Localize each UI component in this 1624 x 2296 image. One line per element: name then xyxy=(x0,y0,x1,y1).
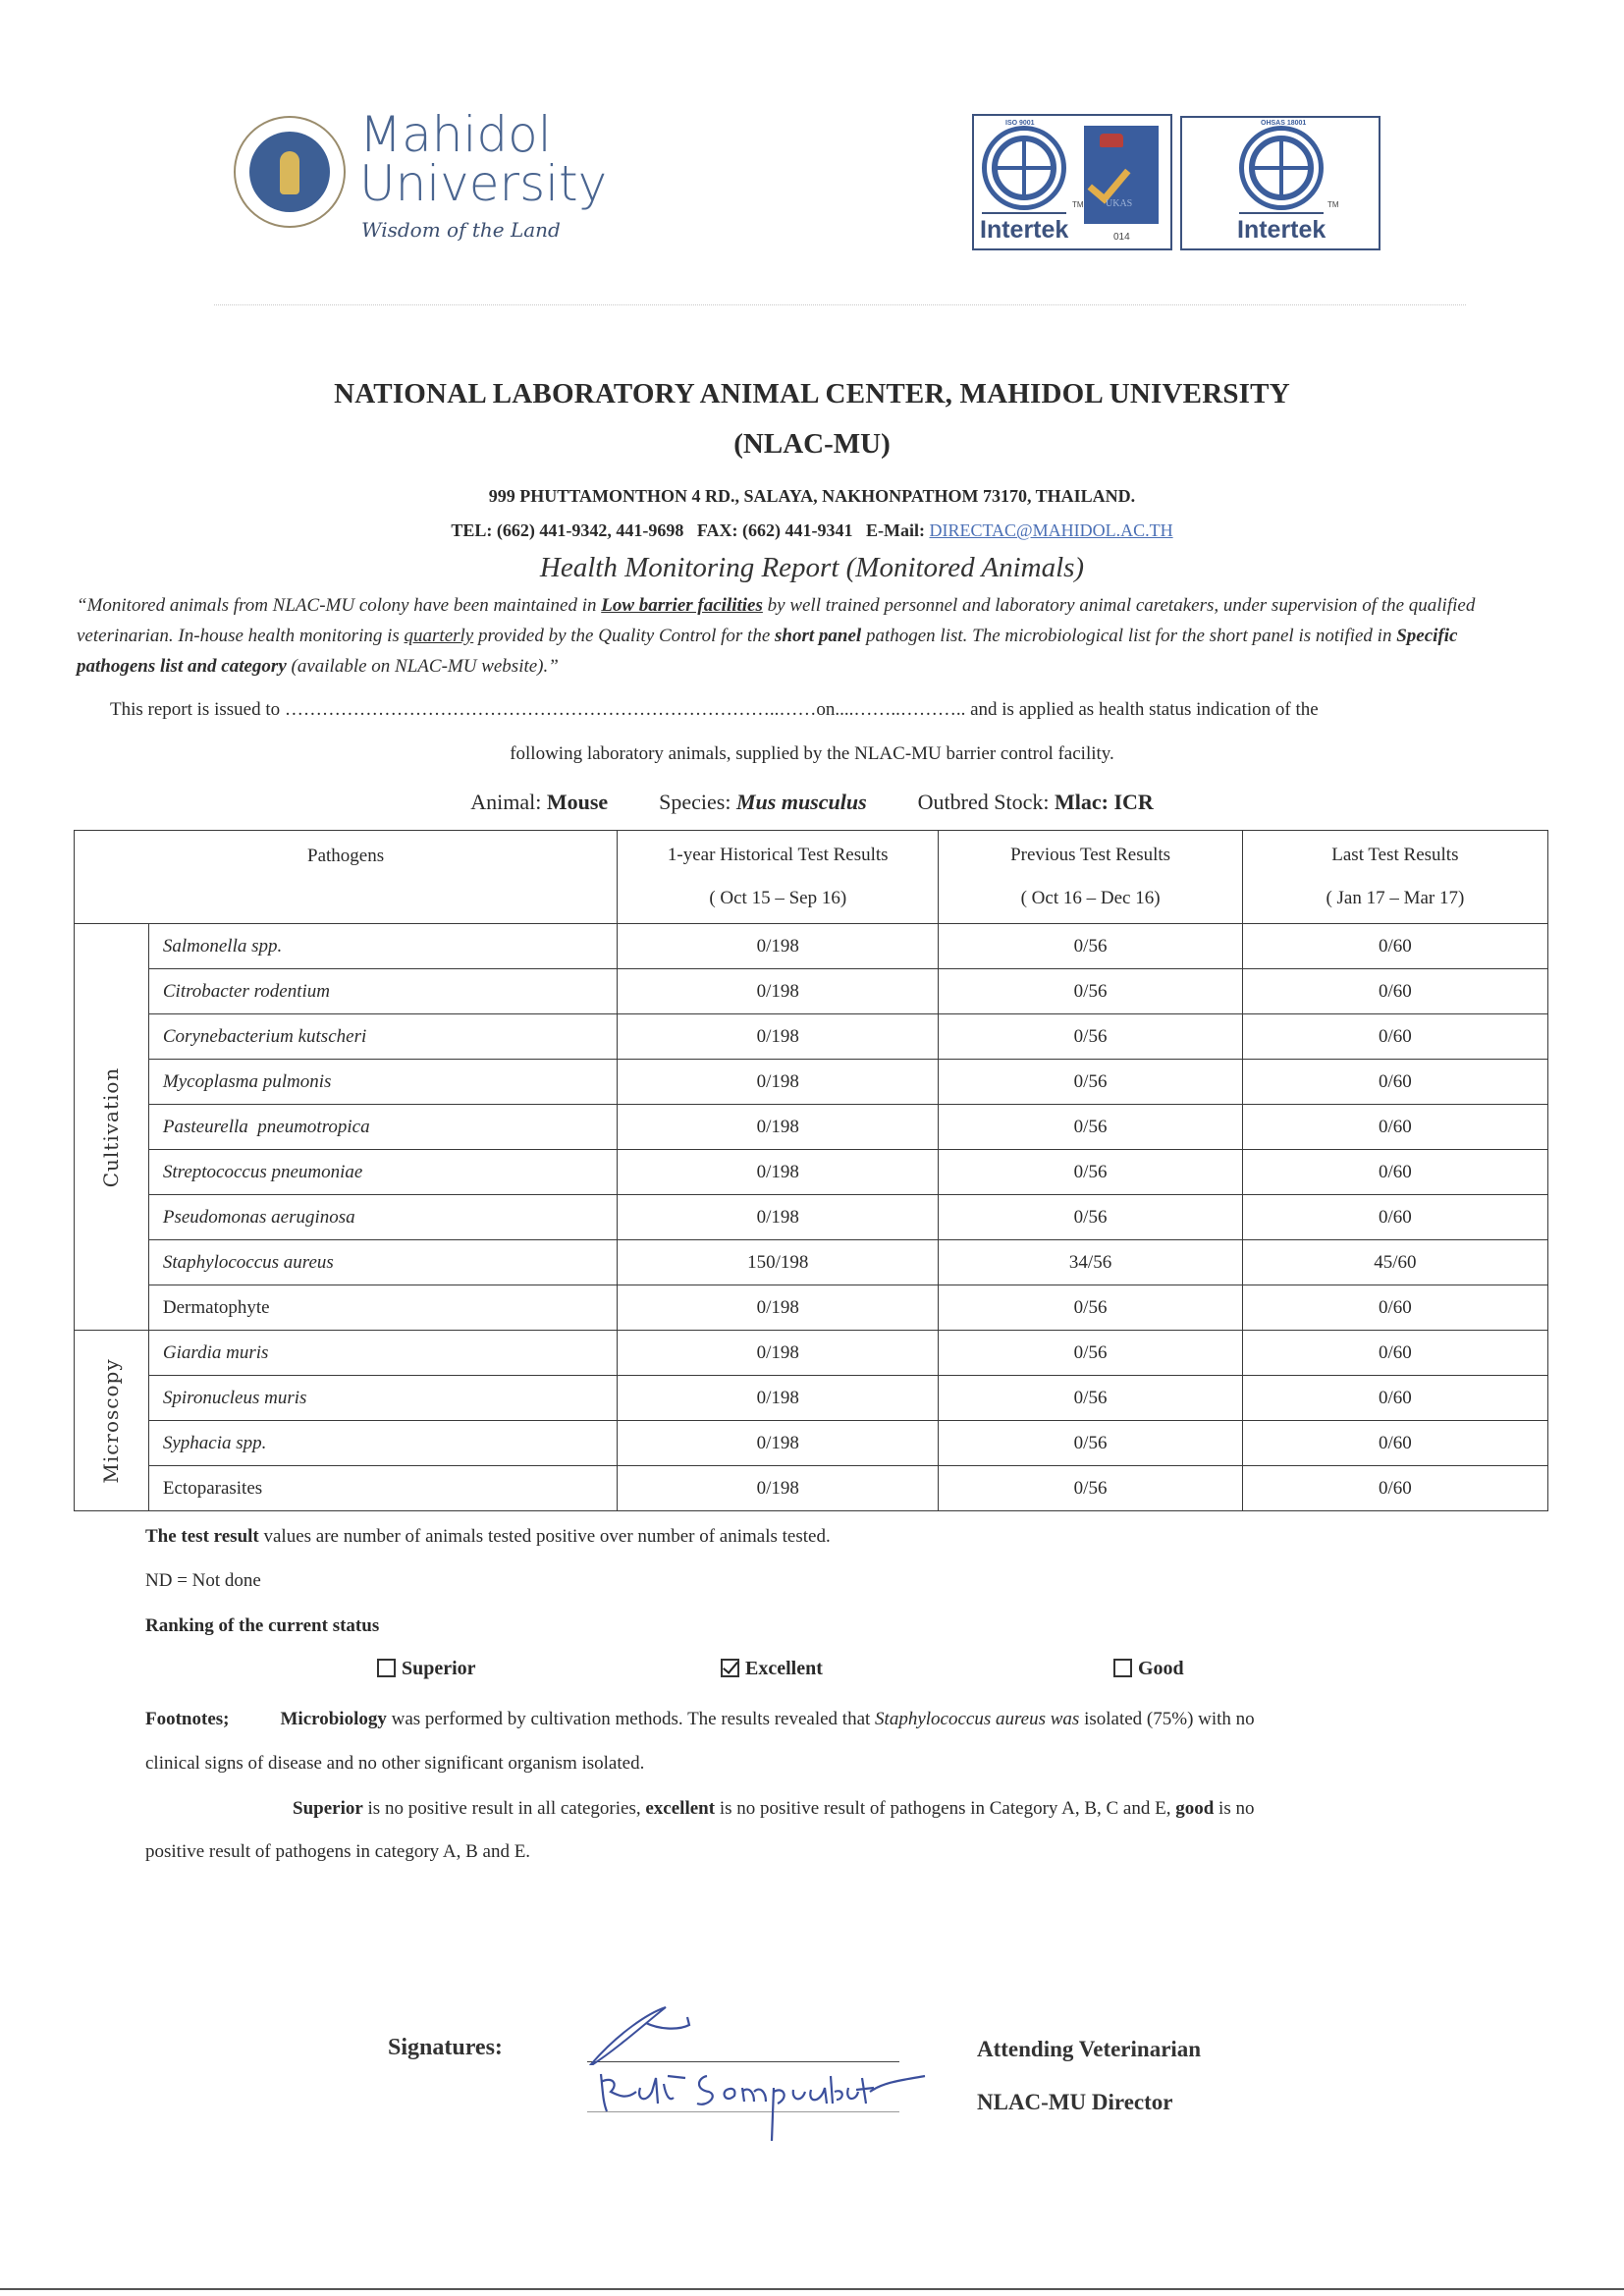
university-name xyxy=(359,106,608,212)
university-name-line2: University xyxy=(359,155,608,212)
pathogen-name: Corynebacterium kutscheri xyxy=(148,1014,617,1060)
group-cultivation xyxy=(75,924,149,1331)
table-row xyxy=(75,969,1548,1014)
university-name-line1: Mahidol xyxy=(359,106,552,163)
header-last-title: Last Test Results xyxy=(1331,845,1459,865)
ranking-title: Ranking of the current status xyxy=(145,1615,380,1636)
table-row xyxy=(75,1421,1548,1466)
ranking-label: Excellent xyxy=(745,1658,823,1679)
footnote-text: is no xyxy=(1214,1798,1255,1819)
ohsas-18001-certification-badge xyxy=(1180,116,1380,250)
intro-text: (available on NLAC-MU website).” xyxy=(286,656,559,677)
tm-mark: TM xyxy=(1072,200,1084,209)
pathogen-name: Citrobacter rodentium xyxy=(148,969,617,1014)
checkbox-superior[interactable] xyxy=(377,1659,396,1677)
footnote-ranking-def xyxy=(293,1793,1490,1824)
good-bold: good xyxy=(1175,1798,1215,1819)
ukas-badge: UKAS xyxy=(1084,126,1159,224)
microbiology-bold: Microbiology xyxy=(280,1709,387,1729)
historical-result: 0/198 xyxy=(618,1105,939,1150)
previous-result: 0/56 xyxy=(939,969,1242,1014)
handwritten-signature-icon xyxy=(579,1994,933,2151)
footnote-line4: positive result of pathogens in category A, B and E. xyxy=(145,1841,531,1862)
last-result: 0/60 xyxy=(1242,1014,1547,1060)
last-result: 0/60 xyxy=(1242,1060,1547,1105)
species-value: Mus musculus xyxy=(735,790,867,814)
header-historical xyxy=(618,831,939,924)
checkbox-good[interactable] xyxy=(1113,1659,1132,1677)
organism-italic: Staphylococcus aureus was xyxy=(875,1709,1080,1729)
quarterly-emphasis: quarterly xyxy=(404,626,474,646)
table-row xyxy=(75,1240,1548,1285)
results-table xyxy=(74,830,1548,1511)
table-row xyxy=(75,1285,1548,1331)
university-motto: Wisdom of the Land xyxy=(361,218,561,242)
intro-text: pathogen list. The microbiological list for the short panel is notified in xyxy=(861,626,1397,646)
last-result: 0/60 xyxy=(1242,1285,1547,1331)
last-result: 0/60 xyxy=(1242,1195,1547,1240)
pathogen-name: Syphacia spp. xyxy=(148,1421,617,1466)
intro-text: by well trained personnel and laboratory animal caretakers, under supervision of the qualified veterinarian. In-house health monitoring is xyxy=(77,595,1476,646)
group-label: Cultivation xyxy=(99,1066,124,1187)
previous-result: 0/56 xyxy=(939,924,1242,969)
historical-result: 0/198 xyxy=(618,1060,939,1105)
historical-result: 0/198 xyxy=(618,1014,939,1060)
issued-to-line: This report is issued to ……………………………………………………………………..……on....……..……….. and is applied as health status indication of the xyxy=(110,699,1319,720)
header-last-period: ( Jan 17 – Mar 17) xyxy=(1326,888,1465,908)
intertek-logo: Intertek xyxy=(980,216,1069,244)
historical-result: 0/198 xyxy=(618,1421,939,1466)
previous-result: 0/56 xyxy=(939,1376,1242,1421)
footnote-text: isolated (75%) with no xyxy=(1079,1709,1255,1729)
historical-result: 0/198 xyxy=(618,1466,939,1511)
historical-result: 150/198 xyxy=(618,1240,939,1285)
footnote-microbiology xyxy=(145,1704,1481,1734)
pathogen-name: Salmonella spp. xyxy=(148,924,617,969)
last-result: 45/60 xyxy=(1242,1240,1547,1285)
pathogen-name: Pseudomonas aeruginosa xyxy=(148,1195,617,1240)
test-result-text: values are number of animals tested positive over number of animals tested. xyxy=(258,1526,831,1547)
pathogen-name: Ectoparasites xyxy=(148,1466,617,1511)
table-row xyxy=(75,1014,1548,1060)
previous-result: 0/56 xyxy=(939,1195,1242,1240)
contact-line xyxy=(0,520,1624,541)
header-pathogens: Pathogens xyxy=(75,831,618,924)
previous-result: 0/56 xyxy=(939,1421,1242,1466)
ukas-code: 014 xyxy=(1113,232,1130,243)
ranking-label: Good xyxy=(1138,1658,1184,1679)
group-microscopy xyxy=(75,1331,149,1511)
address: 999 PHUTTAMONTHON 4 RD., SALAYA, NAKHONPATHOM 73170, THAILAND. xyxy=(488,486,1136,506)
pathogen-name: Giardia muris xyxy=(148,1331,617,1376)
iso-label: ISO 9001 xyxy=(1005,120,1035,127)
organization-abbrev: (NLAC-MU) xyxy=(733,428,891,460)
ohsas-label: OHSAS 18001 xyxy=(1261,120,1307,127)
footnote-line2: clinical signs of disease and no other significant organism isolated. xyxy=(145,1753,645,1774)
email-link[interactable]: DIRECTAC@MAHIDOL.AC.TH xyxy=(929,520,1173,540)
header-previous xyxy=(939,831,1242,924)
report-title: Health Monitoring Report (Monitored Animals) xyxy=(539,552,1085,583)
header-last xyxy=(1242,831,1547,924)
role-director: NLAC-MU Director xyxy=(977,2090,1173,2114)
species-label: Species: xyxy=(659,790,736,814)
last-result: 0/60 xyxy=(1242,1150,1547,1195)
last-result: 0/60 xyxy=(1242,1421,1547,1466)
table-header-row xyxy=(75,831,1548,924)
header-previous-period: ( Oct 16 – Dec 16) xyxy=(1020,888,1161,908)
intro-text: provided by the Quality Control for the xyxy=(473,626,776,646)
low-barrier-emphasis: Low barrier facilities xyxy=(601,595,763,616)
stock-label: Outbred Stock: xyxy=(917,790,1055,814)
last-result: 0/60 xyxy=(1242,924,1547,969)
table-row xyxy=(75,1376,1548,1421)
table-row xyxy=(75,1466,1548,1511)
issued-to-line2: following laboratory animals, supplied by the NLAC-MU barrier control facility. xyxy=(510,743,1114,764)
checkbox-excellent-checked[interactable] xyxy=(721,1659,739,1677)
ranking-good[interactable] xyxy=(1113,1658,1184,1680)
historical-result: 0/198 xyxy=(618,1331,939,1376)
pathogen-name: Pasteurella pneumotropica xyxy=(148,1105,617,1150)
pathogen-name: Streptococcus pneumoniae xyxy=(148,1150,617,1195)
footnotes-label: Footnotes; xyxy=(145,1709,230,1729)
previous-result: 0/56 xyxy=(939,1331,1242,1376)
table-row xyxy=(75,1105,1548,1150)
signatures-label: Signatures: xyxy=(388,2035,503,2060)
short-panel-emphasis: short panel xyxy=(775,626,862,646)
role-attending-veterinarian: Attending Veterinarian xyxy=(977,2037,1202,2061)
table-row xyxy=(75,1331,1548,1376)
last-result: 0/60 xyxy=(1242,1376,1547,1421)
crown-icon xyxy=(1100,134,1123,147)
header-previous-title: Previous Test Results xyxy=(1010,845,1171,865)
iso-9001-certification-badge xyxy=(972,114,1172,250)
previous-result: 0/56 xyxy=(939,1014,1242,1060)
footnote-text: was performed by cultivation methods. The results revealed that xyxy=(386,1709,876,1729)
superior-bold: Superior xyxy=(293,1798,363,1819)
header-historical-period: ( Oct 15 – Sep 16) xyxy=(709,888,847,908)
specific-list-emphasis: Specific pathogens list and category xyxy=(77,626,1458,677)
mahidol-seal-icon xyxy=(234,116,346,228)
test-result-bold: The test result xyxy=(145,1526,259,1547)
historical-result: 0/198 xyxy=(618,924,939,969)
tel-fax: TEL: (662) 441-9342, 441-9698 FAX: (662) 441-9341 E-Mail: xyxy=(451,520,930,540)
intro-paragraph xyxy=(77,590,1500,682)
pathogen-name: Mycoplasma pulmonis xyxy=(148,1060,617,1105)
stock-value: Mlac: ICR xyxy=(1054,790,1154,814)
table-row xyxy=(75,924,1548,969)
tm-mark: TM xyxy=(1327,200,1339,209)
historical-result: 0/198 xyxy=(618,1285,939,1331)
footnote-text: is no positive result in all categories, xyxy=(362,1798,646,1819)
table-row xyxy=(75,1150,1548,1195)
footnote-text: is no positive result of pathogens in Category A, B, C and E, xyxy=(715,1798,1176,1819)
header-divider xyxy=(214,304,1466,305)
header-historical-title: 1-year Historical Test Results xyxy=(667,845,889,865)
previous-result: 0/56 xyxy=(939,1150,1242,1195)
intro-text: “Monitored animals from NLAC-MU colony have been maintained in xyxy=(77,595,602,616)
last-result: 0/60 xyxy=(1242,1105,1547,1150)
scan-edge xyxy=(0,2288,1624,2290)
previous-result: 34/56 xyxy=(939,1240,1242,1285)
previous-result: 0/56 xyxy=(939,1105,1242,1150)
group-label: Microscopy xyxy=(99,1357,124,1484)
animal-value: Mouse xyxy=(546,790,609,814)
organization-name: NATIONAL LABORATORY ANIMAL CENTER, MAHIDOL UNIVERSITY xyxy=(334,378,1290,410)
check-icon xyxy=(1088,158,1131,203)
historical-result: 0/198 xyxy=(618,1195,939,1240)
test-result-note xyxy=(145,1526,831,1548)
previous-result: 0/56 xyxy=(939,1060,1242,1105)
previous-result: 0/56 xyxy=(939,1466,1242,1511)
nd-note: ND = Not done xyxy=(145,1570,261,1591)
table-row xyxy=(75,1195,1548,1240)
historical-result: 0/198 xyxy=(618,969,939,1014)
historical-result: 0/198 xyxy=(618,1376,939,1421)
ranking-superior[interactable] xyxy=(377,1658,476,1680)
table-row xyxy=(75,1060,1548,1105)
pathogen-name: Staphylococcus aureus xyxy=(148,1240,617,1285)
pathogen-name: Dermatophyte xyxy=(148,1285,617,1331)
animal-label: Animal: xyxy=(470,790,547,814)
previous-result: 0/56 xyxy=(939,1285,1242,1331)
pathogen-name: Spironucleus muris xyxy=(148,1376,617,1421)
excellent-bold: excellent xyxy=(645,1798,716,1819)
ranking-excellent[interactable] xyxy=(721,1658,823,1680)
ranking-label: Superior xyxy=(402,1658,476,1679)
historical-result: 0/198 xyxy=(618,1150,939,1195)
animal-info xyxy=(0,790,1624,815)
last-result: 0/60 xyxy=(1242,969,1547,1014)
last-result: 0/60 xyxy=(1242,1466,1547,1511)
intertek-logo: Intertek xyxy=(1237,216,1326,244)
last-result: 0/60 xyxy=(1242,1331,1547,1376)
